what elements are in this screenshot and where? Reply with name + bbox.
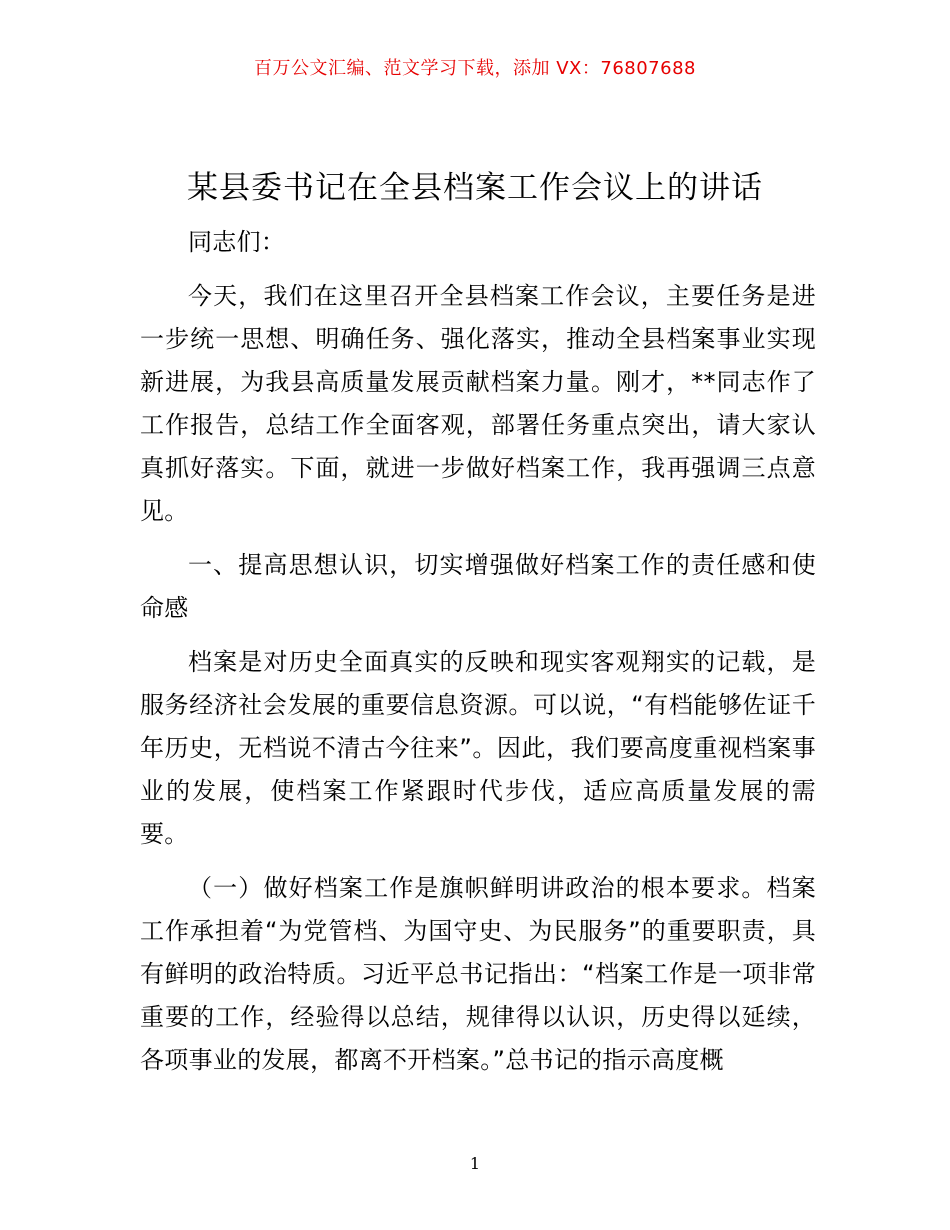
paragraph-archives-significance: 档案是对历史全面真实的反映和现实客观翔实的记载，是服务经济社会发展的重要信息资源。可以说，“有档能够佐证千年历史，无档说不清古今往来”。因此，我们要高度重视档案事业的发展，使档案工作紧跟时代步伐，适应高质量发展的需要。 (140, 648, 816, 848)
section-heading-1: 一、提高思想认识，切实增强做好档案工作的责任感和使命感 (140, 551, 816, 622)
document-title: 某县委书记在全县档案工作会议上的讲话 (187, 170, 763, 206)
page-number: 1 (469, 1154, 481, 1173)
paragraph-political-requirement: （一）做好档案工作是旗帜鲜明讲政治的根本要求。档案工作承担着“为党管档、为国守史、为民服务”的重要职责，具有鲜明的政治特质。习近平总书记指出：“档案工作是一项非常重要的工作，经验得以总结，规律得以认识，历史得以延续，各项事业的发展，都离不开档案。”总书记的指示高度概 (140, 874, 816, 1074)
paragraph-opening: 今天，我们在这里召开全县档案工作会议，主要任务是进一步统一思想、明确任务、强化落实，推动全县档案事业实现新进展，为我县高质量发展贡献档案力量。刚才，**同志作了工作报告，总结工作全面客观，部署任务重点突出，请大家认真抓好落实。下面，就进一步做好档案工作，我再强调三点意见。 (140, 282, 816, 525)
salutation: 同志们： (188, 228, 286, 256)
header-promo-note: 百万公文汇编、范文学习下载，添加 VX：76807688 (254, 58, 696, 79)
document-body (140, 221, 816, 1082)
